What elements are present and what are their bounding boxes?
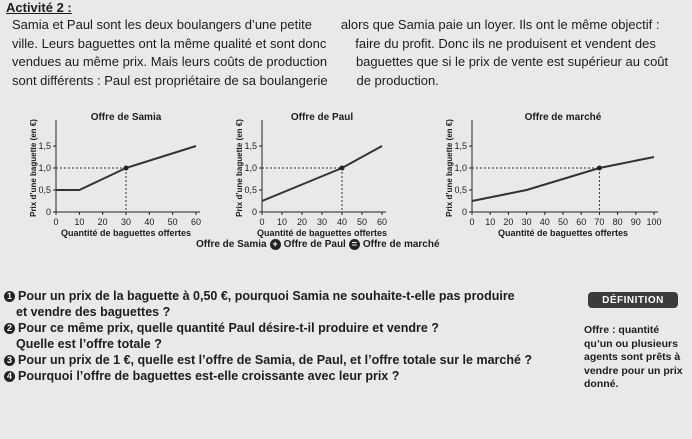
x-axis-label: Quantité de baguettes offertes bbox=[256, 228, 388, 238]
question-item bbox=[4, 368, 574, 384]
x-tick-label: 10 bbox=[485, 217, 496, 227]
y-axis-label: Prix d’une baguette (en €) bbox=[235, 119, 244, 217]
x-tick-label: 40 bbox=[144, 217, 155, 227]
x-tick-label: 50 bbox=[356, 217, 368, 227]
y-tick-label: 0,5 bbox=[38, 185, 51, 195]
x-tick-label: 20 bbox=[97, 217, 108, 227]
x-axis-label: Quantité de baguettes offertes bbox=[60, 228, 192, 238]
legend-samia: Offre de Samia bbox=[196, 239, 267, 250]
definition-badge: DÉFINITION bbox=[588, 292, 678, 308]
x-tick-label: 50 bbox=[167, 217, 178, 227]
y-axis-label: Prix d’une baguette (en €) bbox=[445, 119, 454, 217]
x-tick-label: 60 bbox=[576, 217, 587, 227]
intro-line: ville. Leurs baguettes ont la même qualité et sont donc faire du profit. Donc ils ne produisent et vendent des bbox=[12, 35, 656, 51]
question-item bbox=[4, 352, 574, 368]
x-tick-label: 10 bbox=[276, 217, 288, 227]
question-number: 1 bbox=[4, 291, 15, 302]
x-tick-label: 30 bbox=[316, 217, 328, 227]
intro-paragraph bbox=[12, 16, 684, 90]
guide-point bbox=[597, 166, 602, 171]
guide-point bbox=[124, 166, 129, 171]
x-tick-label: 40 bbox=[336, 217, 348, 227]
question-number: 2 bbox=[4, 323, 15, 334]
supply-line bbox=[472, 157, 654, 201]
question-text: Pour un prix de la baguette à 0,50 €, pourquoi Samia ne souhaite-t-elle pas produire bbox=[18, 289, 515, 303]
y-tick-label: 0,5 bbox=[244, 185, 257, 195]
y-tick-label: 0,5 bbox=[454, 185, 467, 195]
legend-equation bbox=[196, 239, 440, 250]
y-tick-label: 1,0 bbox=[244, 163, 257, 173]
question-text-cont: et vendre des baguettes ? bbox=[16, 305, 171, 319]
x-tick-label: 10 bbox=[74, 217, 85, 227]
x-tick-label: 0 bbox=[259, 217, 265, 227]
x-tick-label: 30 bbox=[521, 217, 532, 227]
y-tick-label: 1,0 bbox=[38, 163, 51, 173]
chart-title: Offre de Samia bbox=[90, 112, 162, 123]
y-tick-label: 0 bbox=[45, 207, 51, 217]
question-item bbox=[4, 288, 574, 320]
intro-line: Samia et Paul sont les deux boulangers d’une petite alors que Samia paie un loyer. Ils ont le même objectif : bbox=[12, 17, 660, 32]
question-text: Pourquoi l’offre de baguettes est-elle croissante avec leur prix ? bbox=[18, 369, 400, 383]
x-tick-label: 90 bbox=[630, 217, 641, 227]
questions-list bbox=[4, 288, 574, 384]
intro-line: vendues au même prix. Mais leurs coûts de production baguettes que si le prix de vente est supérieur au coût bbox=[12, 54, 669, 69]
chart-title: Offre de marché bbox=[524, 112, 602, 123]
y-tick-label: 1,5 bbox=[454, 141, 467, 151]
y-tick-label: 1,5 bbox=[244, 141, 257, 151]
x-tick-label: 20 bbox=[503, 217, 514, 227]
chart-paul bbox=[235, 108, 400, 238]
x-tick-label: 100 bbox=[646, 217, 662, 227]
plus-icon: + bbox=[270, 239, 281, 250]
chart-title: Offre de Paul bbox=[290, 112, 354, 123]
x-tick-label: 70 bbox=[594, 217, 605, 227]
activity-heading: Activité 2 : bbox=[6, 0, 72, 15]
x-tick-label: 40 bbox=[539, 217, 550, 227]
y-tick-label: 1,0 bbox=[454, 163, 467, 173]
supply-line bbox=[262, 146, 382, 201]
y-tick-label: 0 bbox=[461, 207, 467, 217]
guide-point bbox=[340, 166, 345, 171]
question-text: Pour ce même prix, quelle quantité Paul désire-t-il produire et vendre ? bbox=[18, 321, 439, 335]
x-axis-label: Quantité de baguettes offertes bbox=[497, 228, 629, 238]
x-tick-label: 50 bbox=[557, 217, 569, 227]
question-text-cont: Quelle est l’offre totale ? bbox=[16, 337, 162, 351]
x-tick-label: 0 bbox=[53, 217, 59, 227]
definition-term: Offre : bbox=[584, 324, 616, 336]
chart-market bbox=[446, 108, 666, 238]
x-tick-label: 60 bbox=[376, 217, 388, 227]
x-tick-label: 60 bbox=[190, 217, 202, 227]
intro-line: sont différents : Paul est propriétaire de sa boulangerie de production. bbox=[12, 72, 439, 88]
y-tick-label: 0 bbox=[251, 207, 257, 217]
x-tick-label: 20 bbox=[296, 217, 308, 227]
question-number: 3 bbox=[4, 355, 15, 366]
equals-icon: = bbox=[349, 239, 360, 250]
question-number: 4 bbox=[4, 371, 15, 382]
chart-samia bbox=[30, 108, 210, 238]
question-item bbox=[4, 320, 574, 352]
x-tick-label: 30 bbox=[120, 217, 132, 227]
x-tick-label: 0 bbox=[469, 217, 475, 227]
definition-text bbox=[584, 324, 686, 392]
question-text: Pour un prix de 1 €, quelle est l’offre de Samia, de Paul, et l’offre totale sur le marché ? bbox=[18, 353, 533, 367]
legend-market: Offre de marché bbox=[362, 239, 440, 250]
y-tick-label: 1,5 bbox=[38, 141, 51, 151]
y-axis-label: Prix d’une baguette (en €) bbox=[29, 119, 38, 217]
legend-paul: Offre de Paul bbox=[283, 239, 346, 250]
definition-body: quantité qu’un ou plusieurs agents sont prêts à vendre pour un prix donné. bbox=[584, 324, 683, 390]
x-tick-label: 80 bbox=[612, 217, 623, 227]
